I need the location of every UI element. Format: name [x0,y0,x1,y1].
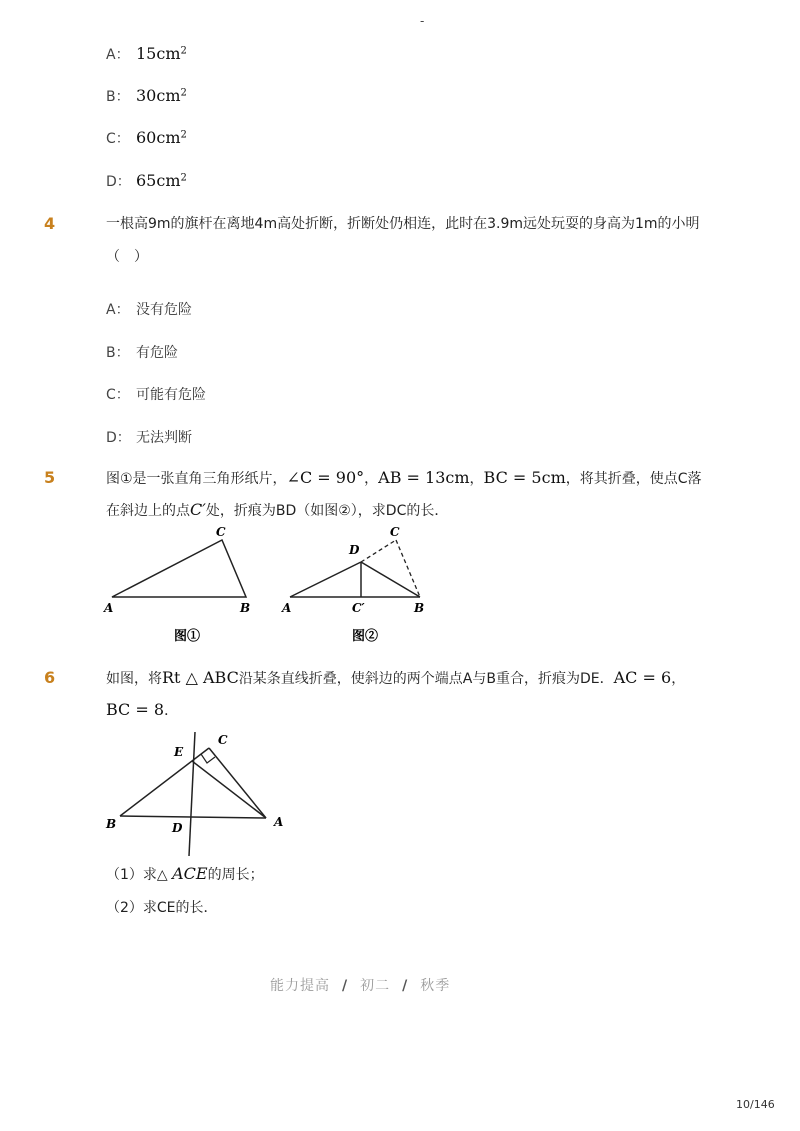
q5-figure-2 [278,522,438,647]
q6-sub-text: （1）求△ [106,867,173,883]
q4-option-c[interactable] [106,384,206,404]
option-text: 没有危险 [136,302,192,318]
option-label: C： [106,131,130,147]
option-text: 无法判断 [136,430,192,446]
page-footer [270,975,450,995]
footer-part-1: 能力提高 [270,978,330,994]
q6-subquestion-2: （2）求CE的长． [106,900,218,916]
label-b: B [240,601,251,615]
q5-math-cprime: C′ [190,500,206,519]
option-sup: 2 [180,45,187,57]
label-c: C [218,733,228,747]
q5-text: 在斜边上的点 [106,503,190,519]
q6-text: ， [671,671,686,687]
q6-math-bc: BC = 8 [106,700,165,719]
q5-math-angle: ∠C = 90° [286,468,365,487]
page-number: 10/146 [736,1098,775,1111]
q3-option-d[interactable] [106,171,187,191]
q6-subquestion-1 [106,864,264,885]
label-a: A [282,601,292,615]
q4-text-line2: （ ） [106,249,148,265]
option-label: C： [106,387,130,403]
segment-ea [192,761,266,818]
option-label: A： [106,302,130,318]
option-label: A： [106,47,130,63]
label-b: B [414,601,425,615]
option-sup: 2 [180,129,187,141]
side-ca [209,748,266,818]
q3-option-b[interactable] [106,86,187,106]
question-number-5: 5 [44,468,56,487]
footer-separator: / [402,978,409,994]
option-label: B： [106,89,130,105]
label-a: A [104,601,114,615]
q5-text: 处，折痕为BD（如图②），求DC的长． [205,503,449,519]
q5-math-ab: AB = 13cm [378,468,470,487]
triangle-abc [112,540,246,597]
figure-caption-2: 图② [352,629,379,644]
label-d: D [172,821,183,835]
option-sup: 2 [180,87,187,99]
label-a: A [274,815,284,829]
dashed-cb [396,540,420,597]
side-ad [290,562,361,597]
option-value: 60cm [136,128,181,147]
side-ab [120,816,266,818]
q6-math-ac: AC = 6 [613,668,672,687]
option-value: 15cm [136,44,181,63]
footer-part-3: 秋季 [420,978,451,994]
q5-text-line1 [106,468,702,489]
figure-caption-1: 图① [174,629,201,644]
crease-de [189,732,195,856]
dashed-dc [361,540,396,562]
option-label: D： [106,430,131,446]
label-e: E [174,745,184,759]
q4-option-b[interactable] [106,342,178,362]
side-bc [120,748,209,816]
option-value: 30cm [136,86,181,105]
footer-separator: / [342,978,349,994]
q4-text-line1: 一根高9m的旗杆在离地4m高处折断，折断处仍相连，此时在3.9m远处玩耍的身高为1m的小明 [106,216,700,232]
question-number-6: 6 [44,668,56,687]
q5-text: ，将其折叠，使点C落 [565,471,702,487]
label-c: C [216,525,226,539]
q6-text: 如图，将 [106,671,162,687]
q6-text: 沿某条直线折叠，使斜边的两个端点A与B重合，折痕为DE． [238,671,614,687]
q5-text-line2 [106,500,448,521]
option-label: D： [106,174,131,190]
q6-sub-text: 的周长； [207,867,264,883]
question-number-4: 4 [44,214,56,233]
q5-math-bc: BC = 5cm [483,468,566,487]
label-b: B [106,817,117,831]
q6-figure [98,728,298,860]
option-label: B： [106,345,130,361]
right-angle-marker [201,754,215,763]
q6-text-line2 [106,700,178,721]
q6-text-line1 [106,668,685,689]
q5-figure-1 [100,522,260,647]
q6-sub-math: ACE [172,864,208,883]
label-cprime: C′ [352,601,365,615]
q5-text: ， [364,471,379,487]
q4-option-d[interactable] [106,427,192,447]
q4-option-a[interactable] [106,299,192,319]
option-value: 65cm [136,171,181,190]
option-sup: 2 [180,172,187,184]
option-text: 有危险 [136,345,178,361]
footer-part-2: 初二 [360,978,391,994]
label-d: D [349,543,360,557]
q3-option-c[interactable] [106,128,187,148]
q5-text: 图①是一张直角三角形纸片， [106,471,287,487]
q5-text: ， [469,471,484,487]
page-top-mark: - [420,14,425,28]
q6-math-rt: Rt △ ABC [162,668,239,687]
crease-bd [361,562,420,597]
q3-option-a[interactable] [106,44,187,64]
q6-text: ． [164,703,179,719]
option-text: 可能有危险 [136,387,206,403]
label-c: C [390,525,400,539]
